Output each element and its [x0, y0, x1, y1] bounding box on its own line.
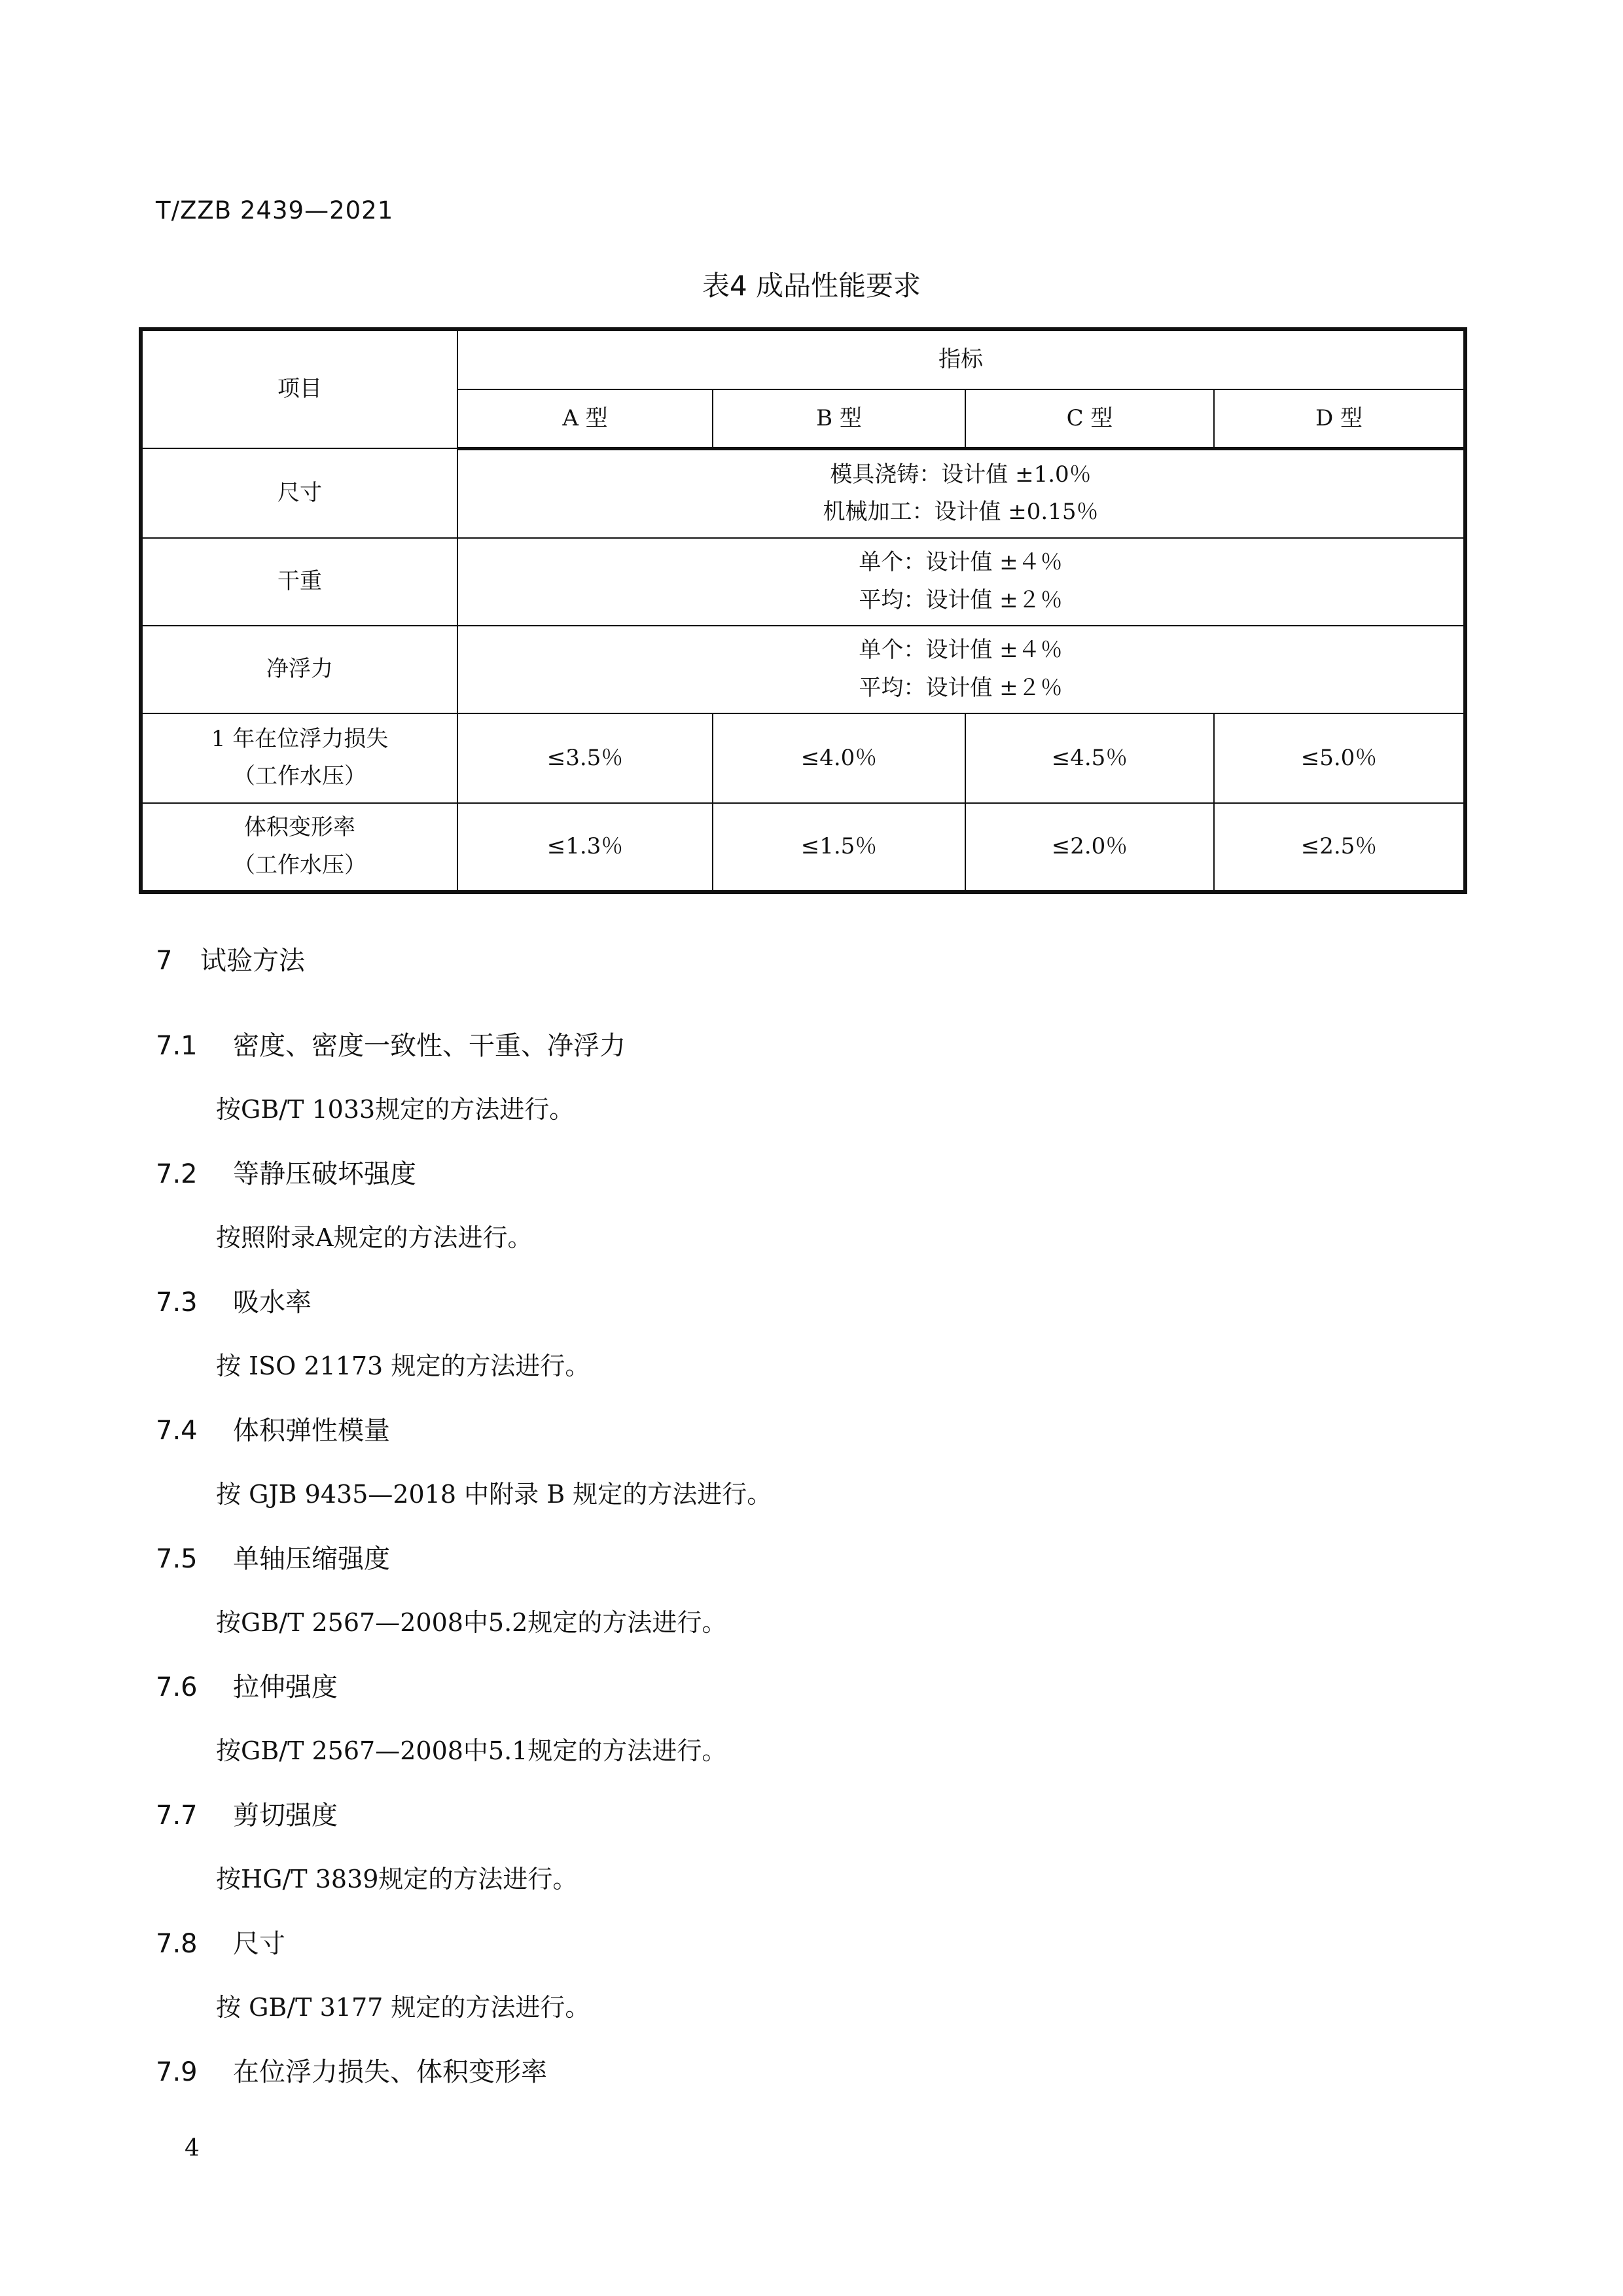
item-line: 1 年在位浮力损失: [211, 725, 389, 752]
table-title: 表4 成品性能要求: [702, 270, 921, 302]
performance-table: [139, 327, 1467, 894]
section-7-4-text: 按 GJB 9435—2018 中附录 B 规定的方法进行。: [216, 1480, 772, 1509]
type-c-value: ≤2.0％: [965, 803, 1214, 892]
table-row: [141, 713, 1465, 802]
row-item: [141, 803, 457, 892]
section-7-2-text: 按照附录A规定的方法进行。: [216, 1223, 533, 1252]
page-number: 4: [185, 2135, 200, 2162]
type-b-value: ≤4.0％: [713, 713, 965, 802]
type-a-value: ≤3.5％: [457, 713, 713, 802]
value-line: 模具浇铸：设计值 ±1.0％: [830, 461, 1092, 488]
section-title: 等静压破坏强度: [233, 1159, 416, 1189]
type-b-header: B 型: [713, 389, 965, 448]
row-item: 净浮力: [141, 626, 457, 713]
section-title: 密度、密度一致性、干重、净浮力: [233, 1031, 626, 1061]
type-d-value: ≤5.0％: [1214, 713, 1465, 802]
section-title: 吸水率: [233, 1287, 312, 1318]
value-line: 单个：设计值 ±４％: [859, 637, 1063, 664]
section-7-5-text: 按GB/T 2567—2008中5.2规定的方法进行。: [216, 1608, 727, 1637]
section-title: 试验方法: [200, 946, 305, 976]
table-row: [141, 626, 1465, 713]
section-7-6-heading: [156, 1666, 338, 1704]
row-item: [141, 713, 457, 802]
section-title: 单轴压缩强度: [233, 1544, 390, 1574]
section-7-9-heading: [156, 2051, 547, 2089]
table-row: [141, 538, 1465, 626]
type-a-header: A 型: [457, 389, 713, 448]
type-c-value: ≤4.5％: [965, 713, 1214, 802]
section-title: 尺寸: [233, 1929, 285, 1959]
row-value: [457, 626, 1465, 713]
table-row: [141, 803, 1465, 892]
section-title: 拉伸强度: [233, 1672, 338, 1702]
value-line: 单个：设计值 ±４％: [859, 549, 1063, 576]
section-number: 7.6: [156, 1672, 198, 1702]
section-number: 7.5: [156, 1544, 198, 1574]
section-number: 7.2: [156, 1159, 198, 1189]
row-value: [457, 538, 1465, 626]
header-item-cell: 项目: [141, 329, 457, 448]
section-title: 剪切强度: [233, 1801, 338, 1831]
section-7-7-heading: [156, 1795, 338, 1832]
item-line: （工作水压）: [233, 763, 366, 790]
section-number: 7.7: [156, 1801, 198, 1831]
section-number: 7.9: [156, 2057, 198, 2087]
item-line: 体积变形率: [244, 814, 355, 841]
section-title: 在位浮力损失、体积变形率: [233, 2057, 547, 2087]
section-7-3-heading: [156, 1282, 312, 1319]
value-line: 平均：设计值 ±２％: [859, 675, 1063, 702]
type-d-value: ≤2.5％: [1214, 803, 1465, 892]
type-c-header: C 型: [965, 389, 1214, 448]
section-title: 体积弹性模量: [233, 1416, 390, 1446]
section-7-3-text: 按 ISO 21173 规定的方法进行。: [216, 1352, 590, 1380]
section-7-1-text: 按GB/T 1033规定的方法进行。: [216, 1095, 575, 1124]
section-number: 7.8: [156, 1929, 198, 1959]
section-7-8-heading: [156, 1923, 285, 1960]
section-7-7-text: 按HG/T 3839规定的方法进行。: [216, 1865, 578, 1893]
section-7-4-heading: [156, 1410, 390, 1447]
section-7-5-heading: [156, 1538, 390, 1575]
section-number: 7.4: [156, 1416, 198, 1446]
row-item: 尺寸: [141, 448, 457, 537]
type-b-value: ≤1.5％: [713, 803, 965, 892]
document-code: T/ZZB 2439—2021: [156, 196, 394, 224]
section-number: 7: [156, 946, 173, 976]
value-line: 平均：设计值 ±２％: [859, 586, 1063, 613]
header-index-cell: 指标: [457, 329, 1465, 389]
type-a-value: ≤1.3％: [457, 803, 713, 892]
item-line: （工作水压）: [233, 852, 366, 878]
row-item: 干重: [141, 538, 457, 626]
value-line: 机械加工：设计值 ±0.15％: [823, 499, 1099, 526]
table-row: [141, 448, 1465, 537]
section-7-1-heading: [156, 1025, 626, 1062]
section-number: 7.1: [156, 1031, 198, 1061]
section-7-6-text: 按GB/T 2567—2008中5.1规定的方法进行。: [216, 1736, 727, 1765]
section-number: 7.3: [156, 1287, 198, 1318]
section-7-heading: [156, 940, 305, 977]
type-d-header: D 型: [1214, 389, 1465, 448]
row-value: [457, 448, 1465, 537]
section-7-2-heading: [156, 1153, 416, 1191]
section-7-8-text: 按 GB/T 3177 规定的方法进行。: [216, 1993, 590, 2022]
